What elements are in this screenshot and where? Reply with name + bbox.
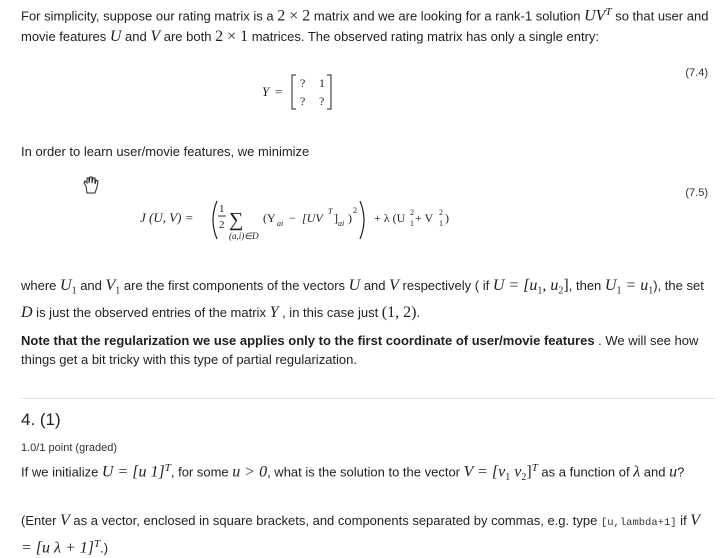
eq75-close: ) — [348, 211, 352, 225]
eq75-left-paren — [213, 201, 217, 239]
eq75-reg-v-sup: 2 — [439, 208, 443, 217]
eq74-lhs: Y — [262, 84, 270, 99]
eq74-cell: 1 — [319, 76, 325, 90]
eq75-uv: [UV — [302, 211, 323, 225]
eq74-right-bracket — [327, 75, 331, 109]
eq75-uv-sub: ai — [338, 219, 345, 228]
note-paragraph: Note that the regularization we use applies only to the first coordinate of user/movie features . We will see how things get a bit tricky with this type of partial regularization. — [21, 333, 699, 367]
eq75-plus: + V — [415, 211, 434, 225]
eq74-cell: ? — [300, 94, 306, 108]
eq75-uv-sup: T — [328, 207, 333, 216]
hand-cursor-icon — [82, 175, 100, 195]
problem-title: 4. (1) — [21, 410, 61, 429]
where-paragraph: where $U_1$ and $V_1$ are the first components of the vectors U and V respectively ( if $U = [u_1$, $u_2$], then $U_1 = u_1$), the set D is just the observed entries of the matrix Y , in this case just (1, 2). — [21, 277, 704, 321]
eq74-equals: = — [275, 84, 283, 99]
eq75-uv-close: ] — [334, 211, 338, 225]
question-text: If we initialize U = [u 1]$^T$, for some u > 0, what is the solution to the vector $V = [v_1$ $v_2]^T$ as a function of λ and u? — [21, 462, 685, 483]
eq75-reg-u-sup: 2 — [410, 208, 414, 217]
equation-number-7-4: (7.4) — [685, 67, 708, 79]
problem-points: 1.0/1 point (graded) — [21, 442, 118, 454]
eq75-square: 2 — [353, 206, 357, 215]
eq75-half-den: 2 — [219, 219, 225, 231]
eq75-term-y: (Y — [263, 211, 276, 225]
eq75-reg-close: ) — [445, 211, 449, 225]
eq75-sum: ∑ — [229, 209, 244, 231]
example-code: [u,lambda+1] — [600, 517, 677, 529]
equation-7-5 — [138, 195, 468, 251]
eq75-lhs: J (U, V) = — [140, 210, 194, 225]
eq75-minus: − — [289, 211, 296, 225]
eq75-reg-u-sub: 1 — [410, 219, 414, 228]
eq75-term-y-sub: ai — [277, 219, 284, 228]
eq74-left-bracket — [292, 75, 296, 109]
minimize-paragraph: In order to learn user/movie features, we minimize — [21, 144, 310, 159]
intro-paragraph: For simplicity, suppose our rating matrix is a 2 × 2 matrix and we are looking for a rank-1 solution $UV^T$ so that user and movie features U and V are both 2 × 1 matrices. The observed rating matrix has only a single entry: — [21, 6, 709, 46]
eq75-reg: + λ (U — [374, 211, 406, 225]
eq75-reg-v-sub: 1 — [439, 219, 443, 228]
eq75-half-num: 1 — [219, 203, 225, 215]
note-bold: Note that the regularization we use applies only to the first coordinate of user/movie features — [21, 333, 595, 348]
eq75-right-paren — [360, 201, 364, 239]
section-divider — [21, 398, 716, 399]
equation-7-4 — [250, 70, 360, 114]
enter-instructions: (Enter V as a vector, enclosed in square brackets, and components separated by commas, e.g. type [u,lambda+1] if V = [u λ + 1]$^T$.) — [21, 512, 700, 557]
eq74-cell: ? — [319, 94, 325, 108]
equation-number-7-5: (7.5) — [685, 187, 708, 199]
eq75-sum-sub: (a,i)∈D — [229, 231, 259, 241]
eq74-cell: ? — [300, 76, 306, 90]
